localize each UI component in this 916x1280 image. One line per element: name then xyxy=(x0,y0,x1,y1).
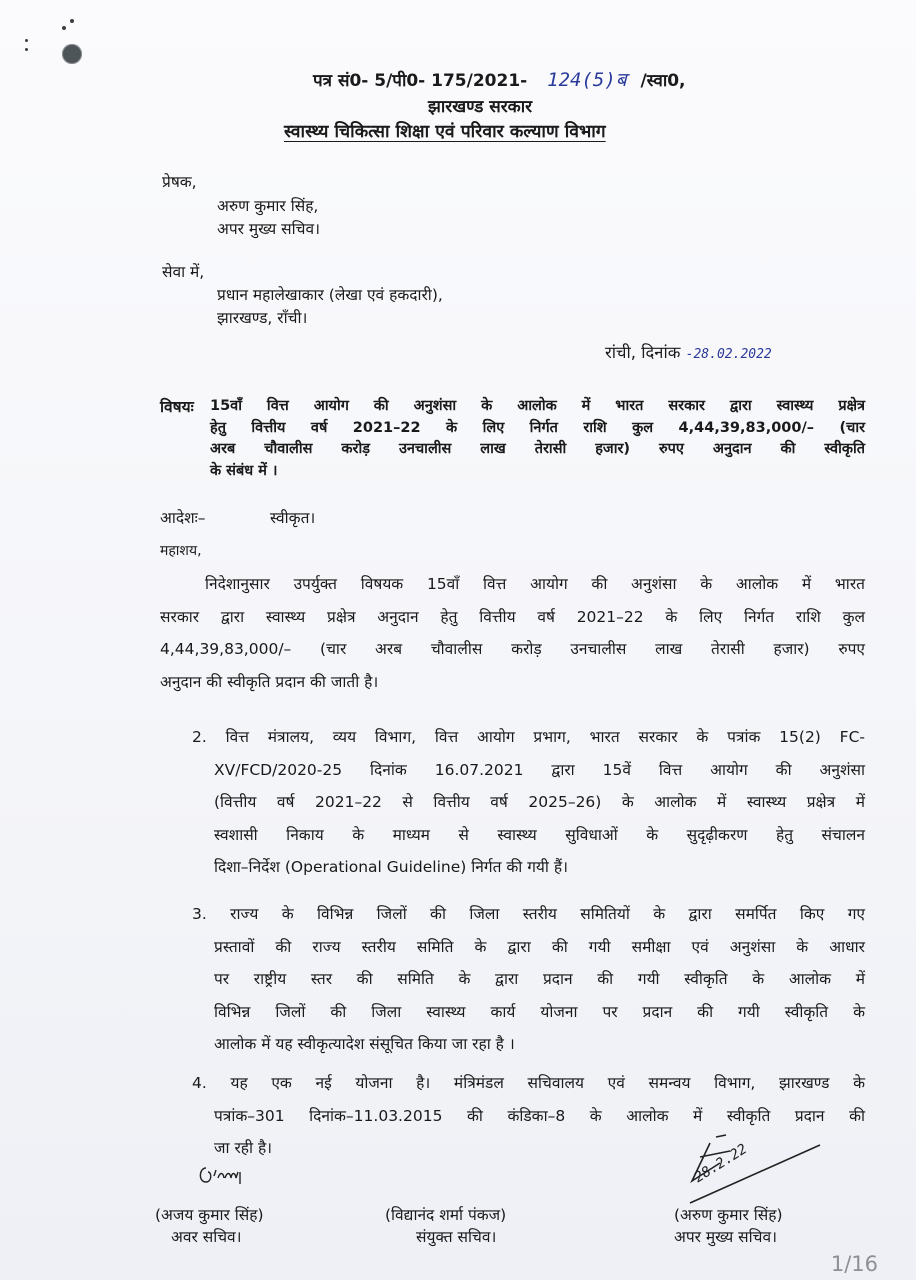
page-indicator: 1/16 xyxy=(830,1252,878,1276)
subject-line: के संबंध में । xyxy=(210,462,278,479)
signature-date: 28.2.22 xyxy=(691,1141,751,1186)
order-label: आदेशः– xyxy=(160,509,206,527)
reference-handwritten: 124(5)ब xyxy=(547,69,627,91)
government-name: झारखण्ड सरकार xyxy=(428,97,533,117)
signatory-3-name: (अरुण कुमार सिंह) xyxy=(674,1206,783,1224)
paragraph-line: पर राष्ट्रीय स्तर की समिति के द्वारा प्रदान की गयी स्वीकृति के आलोक में xyxy=(214,970,865,988)
paragraph-3 xyxy=(192,898,865,1061)
department-name: स्वास्थ्य चिकित्सा शिक्षा एवं परिवार कल्याण विभाग xyxy=(284,122,606,142)
recipient-line2: झारखण्ड, राँची। xyxy=(217,309,308,327)
paragraph-line: स्वशासी निकाय के माध्यम से स्वास्थ्य सुविधाओं के सुदृढ़ीकरण हेतु संचालन xyxy=(214,825,865,844)
paragraph-line: आलोक में यह स्वीकृत्यादेश संसूचित किया जा रहा है । xyxy=(214,1035,515,1053)
paragraph-line: विभिन्न जिलों की जिला स्वास्थ्य कार्य योजना पर प्रदान की गयी स्वीकृति के xyxy=(214,1002,865,1021)
sender-label: प्रेषक, xyxy=(162,173,197,191)
paragraph-line: 4. यह एक नई योजना है। मंत्रिमंडल सचिवालय एवं समन्वय विभाग, झारखण्ड के xyxy=(192,1074,865,1092)
paragraph-line: XV/FCD/2020-25 दिनांक 16.07.2021 द्वारा 15वें वित्त आयोग की अनुशंसा xyxy=(214,760,865,779)
subject-label: विषयः xyxy=(160,398,194,416)
subject-line: अरब चौवालीस करोड़ उनचालीस लाख तेरासी हजार) रुपए अनुदान की स्वीकृति xyxy=(210,441,865,457)
sender-designation: अपर मुख्य सचिव। xyxy=(217,220,320,238)
paragraph-1 xyxy=(160,568,865,698)
place-date-label: रांची, दिनांक xyxy=(605,343,681,362)
signature-ajay xyxy=(196,1162,246,1188)
reference-prefix: पत्र सं0- 5/पी0- 175/2021- xyxy=(313,71,528,91)
recipient-line1: प्रधान महालेखाकार (लेखा एवं हकदारी), xyxy=(217,286,443,304)
paragraph-line: पत्रांक–301 दिनांक–11.03.2015 की कंडिका–8 के आलोक में स्वीकृति प्रदान की xyxy=(214,1106,865,1125)
recipient-label: सेवा में, xyxy=(162,263,205,281)
paragraph-line: सरकार द्वारा स्वास्थ्य प्रक्षेत्र अनुदान हेतु वित्तीय वर्ष 2021–22 के लिए निर्गत राशि कुल xyxy=(160,607,865,626)
paragraph-line: 3. राज्य के विभिन्न जिलों की जिला स्तरीय समितियों के द्वारा समर्पित किए गए xyxy=(192,905,865,923)
paragraph-line: दिशा–निर्देश (Operational Guideline) निर्गत की गयी हैं। xyxy=(214,858,568,876)
paragraph-line: 4,44,39,83,000/– (चार अरब चौवालीस करोड़ उनचालीस लाख तेरासी हजार) रुपए xyxy=(160,640,865,658)
paragraph-line: 2. वित्त मंत्रालय, व्यय विभाग, वित्त आयोग प्रभाग, भारत सरकार के पत्रांक 15(2) FC- xyxy=(192,728,865,746)
paragraph-line: जा रही है। xyxy=(214,1139,273,1157)
subject-text xyxy=(210,396,865,482)
order-value: स्वीकृत। xyxy=(270,509,316,527)
speck xyxy=(62,26,66,30)
sender-name: अरुण कुमार सिंह, xyxy=(217,197,319,215)
subject-line: हेतु वित्तीय वर्ष 2021–22 के लिए निर्गत राशि कुल 4,44,39,83,000/– (चार xyxy=(210,419,865,436)
subject-line: 15वाँ वित्त आयोग की अनुशंसा के आलोक में भारत सरकार द्वारा स्वास्थ्य प्रक्षेत्र xyxy=(210,398,865,414)
signatory-1-name: (अजय कुमार सिंह) xyxy=(155,1206,264,1224)
letter-reference xyxy=(313,66,686,92)
signatory-3-designation: अपर मुख्य सचिव। xyxy=(674,1228,777,1246)
punch-hole xyxy=(62,44,82,64)
paragraph-2 xyxy=(192,721,865,884)
signatory-2-designation: संयुक्त सचिव। xyxy=(416,1228,497,1246)
reference-suffix: /स्वा0, xyxy=(640,71,686,91)
paragraph-line: अनुदान की स्वीकृति प्रदान की जाती है। xyxy=(160,672,379,691)
signatory-1-designation: अवर सचिव। xyxy=(171,1228,242,1246)
speck xyxy=(70,19,74,23)
signatory-2-name: (विद्यानंद शर्मा पंकज) xyxy=(385,1206,507,1224)
speck xyxy=(25,39,28,42)
paragraph-line: (वित्तीय वर्ष 2021–22 से वित्तीय वर्ष 2025–26) के आलोक में स्वास्थ्य प्रक्षेत्र में xyxy=(214,793,865,811)
handwritten-date: -28.02.2022 xyxy=(685,347,772,362)
paragraph-line: प्रस्तावों की राज्य स्तरीय समिति के द्वारा की गयी समीक्षा एवं अनुशंसा के आधार xyxy=(214,937,865,956)
salutation: महाशय, xyxy=(160,543,202,559)
speck xyxy=(25,48,28,51)
place-date xyxy=(605,343,772,365)
paragraph-line: निदेशानुसार उपर्युक्त विषयक 15वाँ वित्त आयोग की अनुशंसा के आलोक में भारत xyxy=(205,575,865,593)
